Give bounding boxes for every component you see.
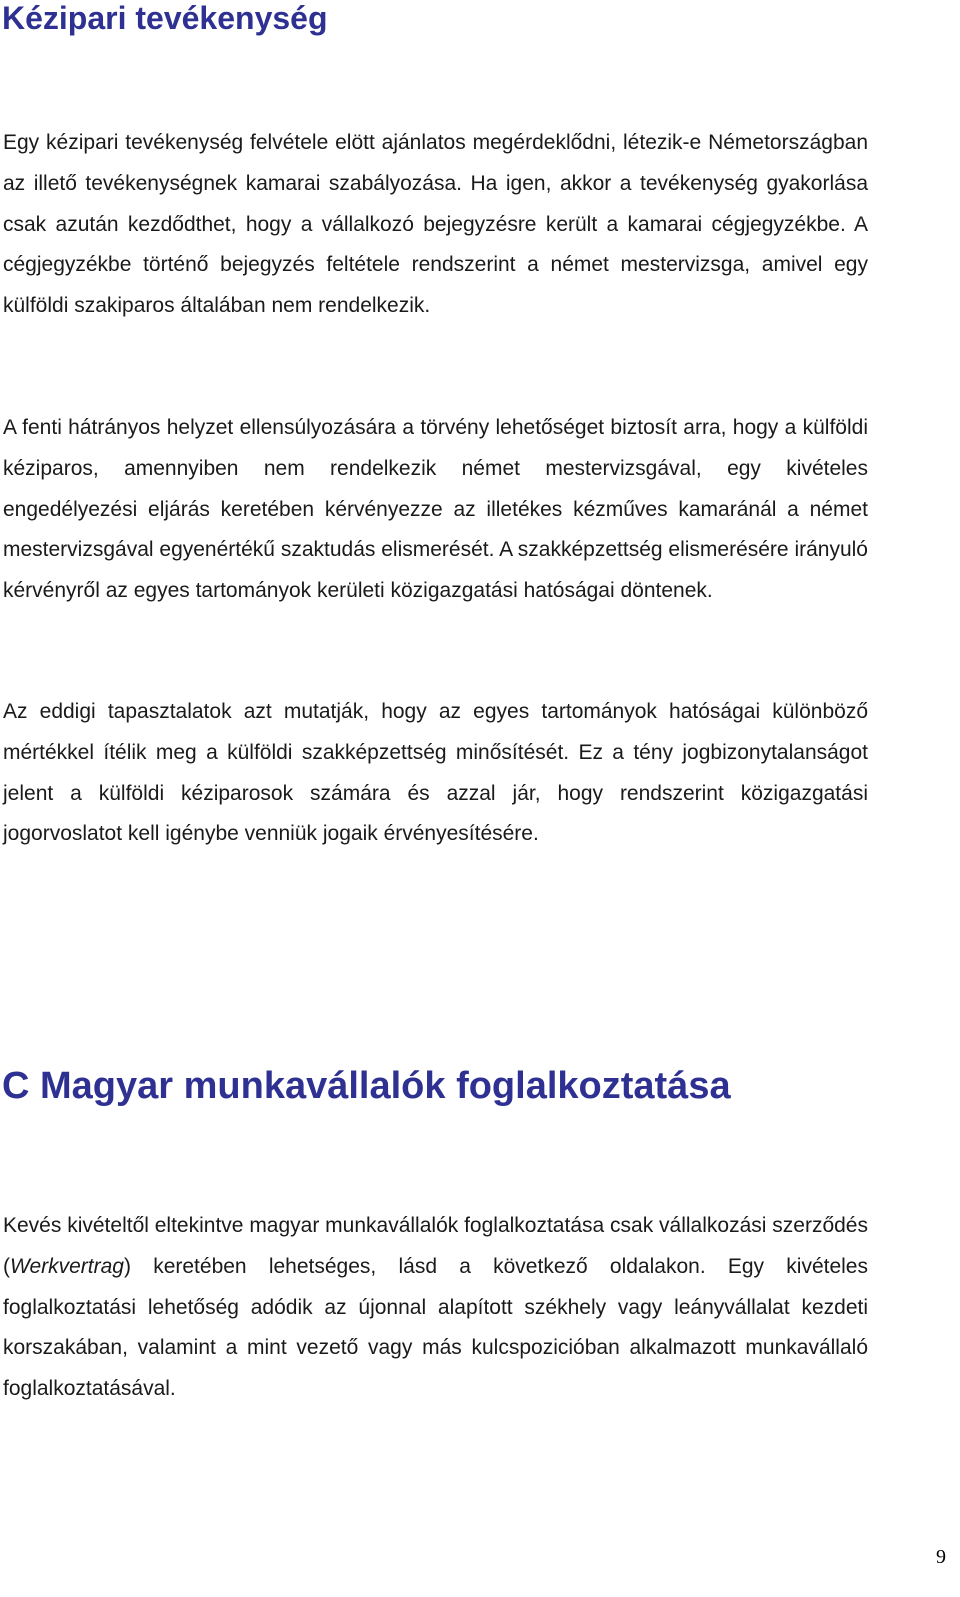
section-heading-kezipari: Kézipari tevékenység <box>2 0 328 36</box>
paragraph-4-italic-term: Werkvertrag <box>10 1254 124 1278</box>
paragraph-2: A fenti hátrányos helyzet ellensúlyozására a törvény lehetőséget biztosít arra, hogy a külföldi kéziparos, amennyiben nem rendelkezik német mestervizsgával, egy kivételes engedélyezési eljárás keretében kérvényezze az illetékes kézműves kamaránál a német mestervizsgával egyenértékű szaktudás elismerését. A szakképzettség elismerésére irányuló kérvényről az egyes tartományok kerületi közigazgatási hatóságai döntenek. <box>3 416 868 603</box>
paragraph-3: Az eddigi tapasztalatok azt mutatják, hogy az egyes tartományok hatóságai különböző mértékkel ítélik meg a külföldi szakképzettség minősítését. Ez a tény jogbizonytalanságot jelent a külföldi kéziparosok számára és azzal jár, hogy rendszerint közigazgatási jogorvoslatot kell igénybe venniük jogaik érvényesítésére. <box>3 700 868 846</box>
section-heading-c: C Magyar munkavállalók foglalkoztatása <box>2 1065 731 1107</box>
page-number: 9 <box>936 1546 946 1568</box>
paragraph-4 <box>3 1206 868 1410</box>
paragraph-1: Egy kézipari tevékenység felvétele elött ajánlatos megérdeklődni, létezik-e Németországban az illető tevékenységnek kamarai szabályozása. Ha igen, akkor a tevékenység gyakorlása csak azután kezdődthet, hogy a vállalkozó bejegyzésre került a kamarai cégjegyzékbe. A cégjegyzékbe történő bejegyzés feltétele rendszerint a német mestervizsga, amivel egy külföldi szakiparos általában nem rendelkezik. <box>3 131 868 318</box>
paragraph-4-text-start: Kevés kivételtől eltekintve magyar munkavállalók foglalkoztatása csak vállalkozási szerződés ( <box>3 1214 868 1278</box>
paragraph-4-text-end: ) keretében lehetséges, lásd a következő oldalakon. Egy kivételes foglalkoztatási lehetőség adódik az újonnal alapított székhely vagy leányvállalat kezdeti korszakában, valamint a mint vezető vagy más kulcspozicióban alkalmazott munkavállaló foglalkoztatásával. <box>3 1254 868 1401</box>
